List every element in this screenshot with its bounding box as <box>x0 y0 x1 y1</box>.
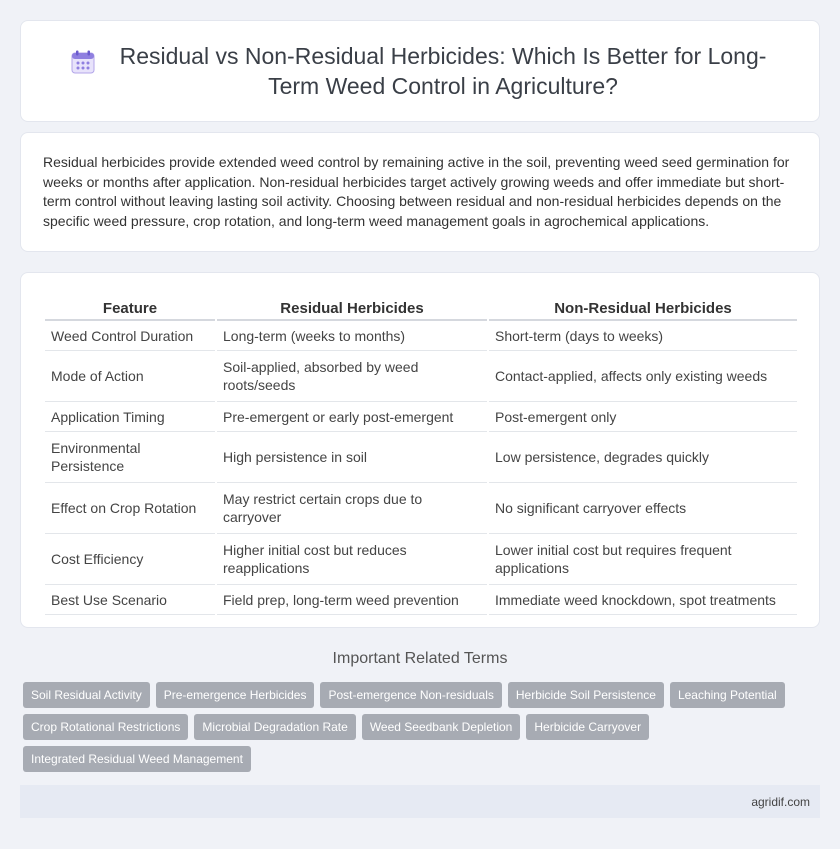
feature-cell: Application Timing <box>45 402 215 432</box>
related-terms-title: Important Related Terms <box>332 650 508 667</box>
non-residual-cell: Immediate weed knockdown, spot treatments <box>489 585 797 615</box>
comparison-table <box>43 295 799 615</box>
non-residual-cell: No significant carryover effects <box>489 483 797 534</box>
footer-site-link[interactable]: agridif.com <box>751 794 810 809</box>
residual-cell: Soil-applied, absorbed by weed roots/seeds <box>217 351 487 402</box>
related-terms-list <box>23 682 813 778</box>
title-card <box>20 20 820 122</box>
table-row <box>45 321 797 351</box>
intro-card <box>20 132 820 252</box>
feature-cell: Best Use Scenario <box>45 585 215 615</box>
feature-cell: Cost Efficiency <box>45 534 215 585</box>
non-residual-cell: Lower initial cost but requires frequent applications <box>489 534 797 585</box>
table-row <box>45 534 797 585</box>
header-feature: Feature <box>45 295 215 321</box>
feature-cell: Effect on Crop Rotation <box>45 483 215 534</box>
related-term-tag[interactable]: Microbial Degradation Rate <box>194 714 355 740</box>
header-non-residual: Non-Residual Herbicides <box>489 295 797 321</box>
related-term-tag[interactable]: Herbicide Carryover <box>526 714 649 740</box>
residual-cell: Long-term (weeks to months) <box>217 321 487 351</box>
related-term-tag[interactable]: Weed Seedbank Depletion <box>362 714 521 740</box>
related-term-tag[interactable]: Soil Residual Activity <box>23 682 150 708</box>
residual-cell: Pre-emergent or early post-emergent <box>217 402 487 432</box>
footer <box>20 785 820 818</box>
table-row <box>45 351 797 402</box>
table-row <box>45 402 797 432</box>
header-residual: Residual Herbicides <box>217 295 487 321</box>
non-residual-cell: Post-emergent only <box>489 402 797 432</box>
feature-cell: Environmental Persistence <box>45 432 215 483</box>
residual-cell: High persistence in soil <box>217 432 487 483</box>
feature-cell: Mode of Action <box>45 351 215 402</box>
related-term-tag[interactable]: Herbicide Soil Persistence <box>508 682 664 708</box>
page-title: Residual vs Non-Residual Herbicides: Which Is Better for Long-Term Weed Control in Agriculture? <box>119 43 767 99</box>
residual-cell: May restrict certain crops due to carryover <box>217 483 487 534</box>
calendar-icon <box>70 49 96 75</box>
residual-cell: Higher initial cost but reduces reapplications <box>217 534 487 585</box>
title-wrap <box>70 41 770 101</box>
feature-cell: Weed Control Duration <box>45 321 215 351</box>
non-residual-cell: Low persistence, degrades quickly <box>489 432 797 483</box>
related-term-tag[interactable]: Crop Rotational Restrictions <box>23 714 188 740</box>
table-row <box>45 483 797 534</box>
table-row <box>45 585 797 615</box>
related-term-tag[interactable]: Leaching Potential <box>670 682 785 708</box>
residual-cell: Field prep, long-term weed prevention <box>217 585 487 615</box>
related-term-tag[interactable]: Pre-emergence Herbicides <box>156 682 315 708</box>
table-header-row <box>45 295 797 321</box>
non-residual-cell: Short-term (days to weeks) <box>489 321 797 351</box>
comparison-card <box>20 272 820 628</box>
non-residual-cell: Contact-applied, affects only existing weeds <box>489 351 797 402</box>
intro-paragraph: Residual herbicides provide extended weed control by remaining active in the soil, preventing weed seed germination for weeks or months after application. Non-residual herbicides target actively growing weeds and offer immediate but short-term control without leaving lasting soil activity. Choosing between residual and non-residual herbicides depends on the specific weed pressure, crop rotation, and long-term weed management goals in agrochemical applications. <box>43 154 790 229</box>
table-row <box>45 432 797 483</box>
related-term-tag[interactable]: Post-emergence Non-residuals <box>320 682 501 708</box>
related-term-tag[interactable]: Integrated Residual Weed Management <box>23 746 251 772</box>
